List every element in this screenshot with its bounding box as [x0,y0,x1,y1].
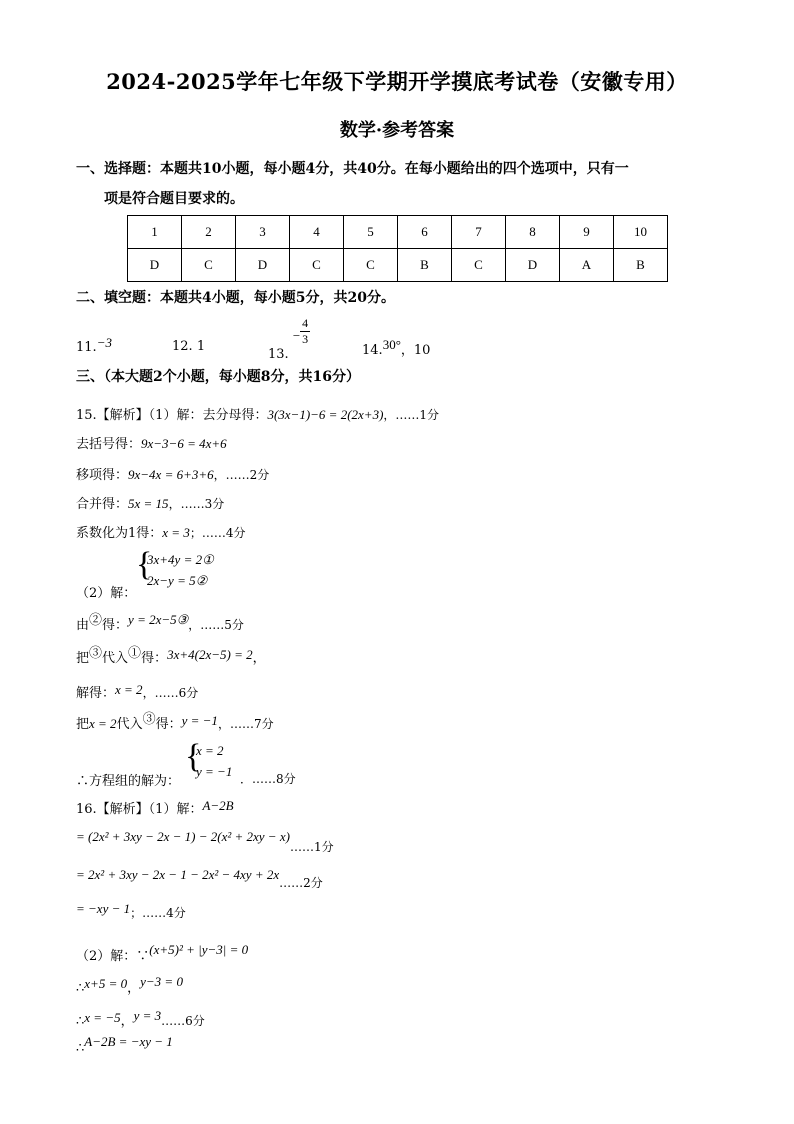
q16-l6-sep: ， [127,981,141,996]
q15-l5-score: ；……4分 [189,526,246,540]
q15-solution-eq1 [196,743,224,759]
q15-line1 [76,404,439,423]
q15-l4-text: 合并得： [76,497,129,512]
q15-l8-b: ③ [89,646,103,661]
q13-sign: − [292,328,301,343]
q16-line4 [76,901,186,921]
q11-answer: −3 [96,335,112,350]
q15-solution-eq2 [196,764,232,780]
q15-l7-math: y = 2x−5③ [128,612,189,627]
q15-solution-eq2-text: y = −1 [196,764,233,779]
q15-line11 [76,770,180,789]
q16-l7-sep: ， [120,1014,134,1029]
table-cell: 5 [344,216,398,249]
q15-l1-math: 3(3x−1)−6 = 2(2x+3) [267,407,384,422]
q15-line4 [76,493,224,512]
q15-l6-text: （2）解： [76,586,137,601]
q15-l8-e: 得： [141,651,168,666]
q13-numerator: 4 [302,316,309,330]
q13-fraction [300,316,310,347]
table-cell: 8 [506,216,560,249]
fill-answer-14 [362,339,430,358]
q12-answer: 1 [196,339,206,354]
section1-heading-line2: 项是符合题目要求的。 [104,191,244,207]
q15-l11-score: ．……8分 [240,772,296,786]
q16-line5 [76,942,249,964]
q15-l9-math: x = 2 [115,682,143,697]
table-row-numbers [128,216,668,249]
q15-l7-b: ② [89,613,103,628]
q16-l1-math: A−2B [202,798,234,813]
q15-l7-a: 由 [76,618,90,633]
q15-line8 [76,647,266,666]
q16-l7-math2: y = 3 [133,1008,162,1023]
q15-l10-score: ，……7分 [217,717,274,731]
q15-system-eq2 [147,573,207,589]
q15-system-eq1-text: 3x+4y = 2① [147,552,214,567]
q16-line8 [76,1034,173,1056]
fill-answer-11 [76,335,112,355]
q16-l7-math1: x = −5 [84,1010,121,1025]
solution-brace: { [185,738,202,775]
q15-line6 [76,582,136,601]
section2-heading: 二、填空题：本题共4小题，每小题5分，共20分。 [76,290,395,306]
table-cell: C [182,249,236,282]
q15-l10-a: 把 [76,717,90,732]
q15-l10-b: x = 2 [89,716,117,731]
table-cell: 1 [128,216,182,249]
q15-system-eq2-text: 2x−y = 5② [147,573,208,588]
fill-answer-12 [172,339,205,354]
q14-label: 14. [362,343,383,358]
q14-answer: 30° [382,337,401,352]
q16-l6-math1: x+5 = 0 [84,976,128,991]
q16-line6 [76,974,183,996]
system-brace: { [136,546,153,583]
q13-label: 13. [268,347,289,362]
q16-l8-a: ∴ [76,1041,85,1056]
table-cell: D [128,249,182,282]
table-cell: C [290,249,344,282]
q15-l1-text: 15.【解析】（1）解：去分母得： [76,408,268,423]
q16-l1-text: 16.【解析】（1）解： [76,802,203,817]
q13-denominator: 3 [302,332,309,346]
q15-l3-text: 移项得： [76,468,129,483]
q16-line1 [76,798,234,817]
q16-l2-score: ……1分 [289,840,334,854]
table-cell: 6 [398,216,452,249]
q16-line7 [76,1010,205,1029]
q16-l4-score: ；……4分 [130,906,186,920]
section3-heading: 三、（本大题2个小题，每小题8分，共16分） [76,369,360,385]
q15-l3-math: 9x−4x = 6+3+6 [128,467,214,482]
q16-line3 [76,867,323,890]
q15-solution-eq1-text: x = 2 [196,743,224,758]
q16-l5-math: (x+5)² + |y−3| = 0 [149,942,249,957]
q15-l8-math: 3x+4(2x−5) = 2 [167,647,253,662]
exam-subtitle: 数学·参考答案 [339,120,455,141]
q15-l8-score: ， [252,651,266,666]
q15-line11-score [240,770,296,787]
table-cell: 9 [560,216,614,249]
q15-l10-d: ③ [142,712,156,727]
q15-l11-text: ∴方程组的解为： [76,774,181,789]
q16-l8-math: A−2B = −xy − 1 [84,1034,173,1049]
q15-l8-a: 把 [76,651,90,666]
q16-l5-text: （2）解：∵ [76,949,150,964]
q15-l4-math: 5x = 15 [128,496,169,511]
exam-title: 2024-2025学年七年级下学期开学摸底考试卷（安徽专用） [106,69,688,94]
q15-system-eq1 [147,552,214,568]
q15-l7-c: 得： [102,618,129,633]
q15-line3 [76,464,269,483]
q15-l5-text: 系数化为1得： [76,526,163,541]
choice-answer-table [127,215,668,282]
q16-line2 [76,829,334,854]
table-cell: A [560,249,614,282]
q16-l2-math: = (2x² + 3xy − 2x − 1) − 2(x² + 2xy − x) [76,829,290,844]
table-cell: 10 [614,216,668,249]
q16-l3-score: ……2分 [279,876,323,890]
table-cell: C [452,249,506,282]
q16-l6-math2: y−3 = 0 [140,974,183,989]
q15-l2-text: 去括号得： [76,437,142,452]
table-cell: 3 [236,216,290,249]
q15-line10 [76,713,274,732]
q16-l7-a: ∴ [76,1014,85,1029]
q15-l7-score: ，……5分 [188,618,244,632]
table-cell: 2 [182,216,236,249]
q15-l9-score: ，……6分 [142,686,199,700]
q15-l8-c: 代入 [102,651,129,666]
q16-l7-score: ……6分 [161,1014,205,1028]
q15-line5 [76,522,245,541]
q15-line7 [76,614,244,633]
q15-l9-text: 解得： [76,686,116,701]
q15-l3-score: ，……2分 [213,468,270,482]
q15-l2-math: 9x−3−6 = 4x+6 [141,436,227,451]
fill-answer-13 [268,316,310,362]
q14-rest: ，10 [400,343,431,358]
section1-heading-line1: 一、选择题：本题共10小题，每小题4分，共40分。在每小题给出的四个选项中，只有一 [76,161,629,177]
table-cell: C [344,249,398,282]
q16-l6-a: ∴ [76,981,85,996]
q15-line2 [76,433,227,452]
q15-l5-math: x = 3 [162,525,190,540]
q15-l8-d: ① [128,646,142,661]
q15-l10-math: y = −1 [181,713,218,728]
table-cell: D [236,249,290,282]
q15-l4-score: ，……3分 [168,497,225,511]
table-cell: 4 [290,216,344,249]
table-row-answers [128,249,668,282]
q15-l10-c: 代入 [116,717,143,732]
q15-l10-e: 得： [155,717,182,732]
q16-l4-math: = −xy − 1 [76,901,131,916]
table-cell: 7 [452,216,506,249]
table-cell: D [506,249,560,282]
q15-line9 [76,682,198,701]
table-cell: B [614,249,668,282]
q15-l1-score: ，……1分 [383,408,440,422]
q12-label: 12. [172,339,193,354]
q16-l3-math: = 2x² + 3xy − 2x − 1 − 2x² − 4xy + 2x [76,867,280,882]
q11-label: 11. [76,340,97,355]
table-cell: B [398,249,452,282]
